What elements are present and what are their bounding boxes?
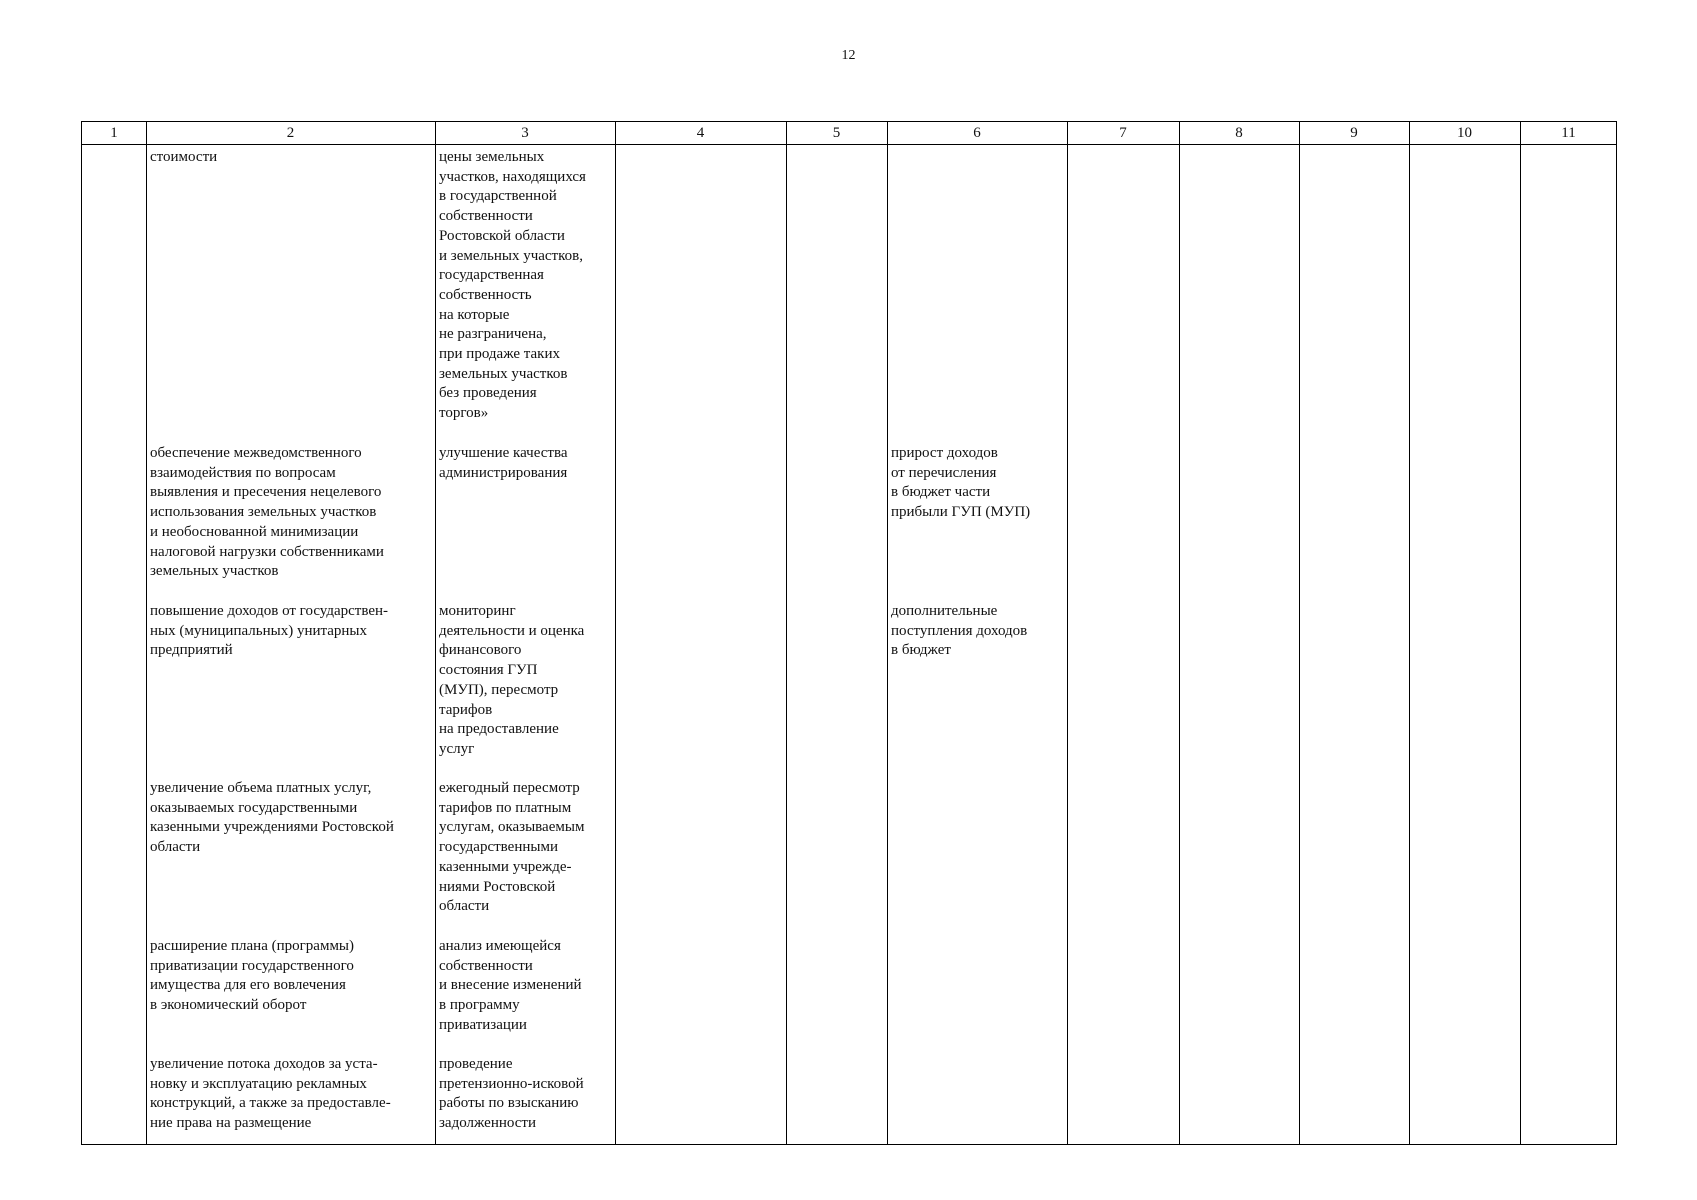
row-1-mechanism: цены земельных участков, находящихся в государственной собственности Ростовской области и земельных участков, государственная собственность на которые не разграничена, при продаже таких земельных участков без проведения торгов» bbox=[439, 149, 586, 422]
row-2-result: прирост доходов от перечисления в бюджет части прибыли ГУП (МУП) bbox=[891, 445, 1031, 521]
data-table bbox=[81, 121, 1617, 1145]
column-divider bbox=[1067, 122, 1068, 1144]
row-3-mechanism: мониторинг деятельности и оценка финансового состояния ГУП (МУП), пересмотр тарифов на предоставление услуг bbox=[439, 603, 585, 757]
column-header-7: 7 bbox=[1119, 125, 1127, 141]
column-header-5: 5 bbox=[832, 125, 841, 141]
row-5-mechanism: анализ имеющейся собственности и внесение изменений в программу приватизации bbox=[439, 938, 582, 1033]
column-header-1: 1 bbox=[110, 125, 118, 141]
column-divider bbox=[1409, 122, 1410, 1144]
row-4-measure: увеличение объема платных услуг, оказываемых государственными казенными учреждениями Ростовской области bbox=[150, 780, 394, 856]
row-3-measure: повышение доходов от государствен- ных (муниципальных) унитарных предприятий bbox=[150, 603, 389, 659]
row-6-measure: увеличение потока доходов за уста- новку и эксплуатацию рекламных конструкций, а также за предоставле- ние права на размещение bbox=[150, 1056, 391, 1132]
column-divider bbox=[1520, 122, 1521, 1144]
column-header-2: 2 bbox=[286, 125, 295, 141]
row-2-mechanism: улучшение качества администрирования bbox=[439, 445, 568, 481]
column-divider bbox=[887, 122, 888, 1144]
column-header-3: 3 bbox=[521, 125, 529, 141]
column-header-9: 9 bbox=[1350, 125, 1358, 141]
row-2-measure: обеспечение межведомственного взаимодействия по вопросам выявления и пресечения нецелевого использования земельных участков и необоснованной минимизации налоговой нагрузки собственниками земельных участков bbox=[150, 445, 384, 580]
page-number: 12 bbox=[841, 48, 856, 63]
column-header-10: 10 bbox=[1457, 125, 1472, 141]
column-header-6: 6 bbox=[973, 125, 981, 141]
column-header-8: 8 bbox=[1235, 125, 1243, 141]
row-1-measure: стоимости bbox=[150, 149, 218, 165]
column-divider bbox=[1179, 122, 1180, 1144]
column-divider bbox=[615, 122, 616, 1144]
column-header-11: 11 bbox=[1561, 125, 1576, 141]
column-divider bbox=[786, 122, 787, 1144]
row-6-mechanism: проведение претензионно-исковой работы по взысканию задолженности bbox=[439, 1056, 584, 1132]
row-4-mechanism: ежегодный пересмотр тарифов по платным услугам, оказываемым государственными казенными учрежде- ниями Ростовской области bbox=[439, 780, 585, 915]
row-5-measure: расширение плана (программы) приватизации государственного имущества для его вовлечения в экономический оборот bbox=[150, 938, 355, 1014]
row-3-result: дополнительные поступления доходов в бюджет bbox=[891, 603, 1028, 659]
column-divider bbox=[146, 122, 147, 1144]
column-divider bbox=[1299, 122, 1300, 1144]
column-divider bbox=[435, 122, 436, 1144]
column-header-4: 4 bbox=[696, 125, 705, 141]
